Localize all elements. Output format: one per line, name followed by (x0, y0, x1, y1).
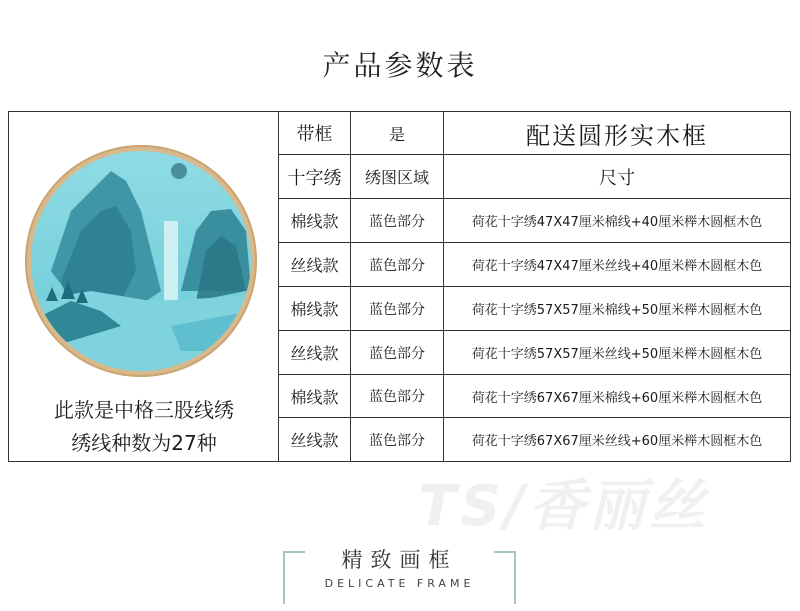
table-row (279, 155, 790, 199)
embroidery-area: 蓝色部分 (351, 375, 444, 417)
thread-type: 棉线款 (279, 199, 351, 242)
table-row (279, 243, 790, 287)
embroidery-area: 蓝色部分 (351, 199, 444, 242)
embroidery-area: 蓝色部分 (351, 243, 444, 286)
table-row (279, 331, 790, 375)
size-spec: 荷花十字绣47X47厘米丝线+40厘米榉木圆框木色 (471, 259, 763, 274)
column-header-area: 绣图区域 (351, 155, 444, 198)
size-spec: 荷花十字绣57X57厘米丝线+50厘米榉木圆框木色 (471, 347, 763, 362)
column-header-size: 尺寸 (599, 167, 635, 189)
product-image-cell (9, 112, 279, 461)
size-spec: 荷花十字绣67X67厘米丝线+60厘米榉木圆框木色 (471, 434, 763, 449)
size-spec: 荷花十字绣57X57厘米棉线+50厘米榉木圆框木色 (471, 303, 763, 318)
size-spec: 荷花十字绣67X67厘米棉线+60厘米榉木圆框木色 (471, 390, 763, 406)
spec-grid (279, 112, 790, 461)
waterfall (164, 221, 178, 301)
table-row (279, 199, 790, 243)
table-row (279, 418, 790, 461)
page-title: 产品参数表 (322, 49, 478, 82)
thread-type: 丝线款 (279, 243, 351, 286)
badge-title-en: DELICATE FRAME (324, 577, 475, 590)
brand-watermark: TS/香丽丝 (418, 474, 709, 539)
size-spec: 荷花十字绣47X47厘米棉线+40厘米榉木圆框木色 (471, 215, 763, 230)
embroidery-area: 蓝色部分 (351, 287, 444, 330)
thread-type: 棉线款 (279, 287, 351, 330)
table-row (279, 287, 790, 331)
table-row (279, 375, 790, 418)
delicate-frame-badge (283, 544, 516, 604)
thread-type: 丝线款 (279, 418, 351, 461)
parameter-table (8, 111, 791, 462)
badge-title-cn: 精致画框 (341, 548, 458, 572)
frame-description: 配送圆形实木框 (526, 121, 708, 150)
column-header-type: 十字绣 (279, 155, 351, 198)
table-row (279, 112, 790, 155)
thread-type: 丝线款 (279, 331, 351, 374)
embroidery-area: 蓝色部分 (351, 331, 444, 374)
frame-value: 是 (351, 112, 444, 154)
caption-line-1: 此款是中格三股线绣 (54, 398, 234, 422)
frame-label: 带框 (279, 112, 351, 154)
landscape-painting (31, 151, 251, 371)
embroidery-area: 蓝色部分 (351, 418, 444, 461)
caption-line-2: 绣线种数为27种 (71, 431, 217, 455)
round-wood-frame (25, 145, 257, 377)
thread-type: 棉线款 (279, 375, 351, 417)
sun-icon (171, 163, 187, 179)
